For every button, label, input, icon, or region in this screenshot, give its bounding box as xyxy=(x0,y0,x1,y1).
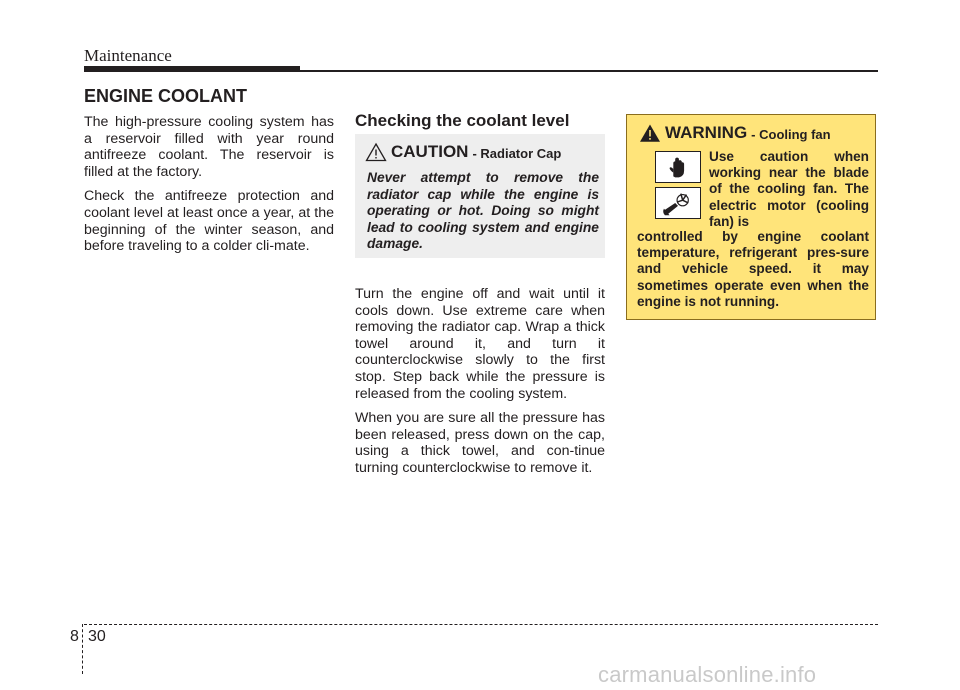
header-rule-thick xyxy=(84,66,300,72)
warning-triangle-icon xyxy=(639,123,661,143)
hand-stop-icon xyxy=(655,151,701,183)
intro-text xyxy=(84,114,334,263)
fan-hazard-icon xyxy=(655,187,701,219)
caution-header xyxy=(365,142,561,162)
warning-subject: - Cooling fan xyxy=(751,127,831,142)
warning-header xyxy=(639,123,831,143)
warning-word: WARNING xyxy=(665,123,748,142)
section-label: Maintenance xyxy=(84,46,172,65)
page-number: 30 xyxy=(88,628,106,645)
caution-triangle-icon xyxy=(365,142,387,162)
checking-paragraph: When you are sure all the pressure has been released, press down on the cap, using a thick towel, and con-tinue turning counterclockwise to remove it. xyxy=(355,410,605,476)
section-subtitle: Checking the coolant level xyxy=(355,111,570,130)
caution-box xyxy=(355,134,605,258)
footer-divider xyxy=(82,624,83,674)
footer-rule xyxy=(84,624,878,625)
caution-text: Never attempt to remove the radiator cap while the engine is operating or hot. Doing so might lead to cooling system and engine damage. xyxy=(367,170,599,251)
watermark: carmanualsonline.info xyxy=(598,662,817,687)
chapter-number: 8 xyxy=(70,628,79,645)
header-rule-thin xyxy=(300,70,878,72)
warning-pictograms xyxy=(655,151,701,223)
warning-box xyxy=(626,114,876,320)
caution-word: CAUTION xyxy=(391,142,469,161)
checking-text xyxy=(355,286,605,485)
intro-paragraph: Check the antifreeze protection and coolant level at least once a year, at the beginning of the winter season, and before traveling to a colder cli-mate. xyxy=(84,188,334,255)
caution-subject: - Radiator Cap xyxy=(472,146,562,161)
warning-text-bottom: controlled by engine coolant temperature, refrigerant pres-sure and vehicle speed. it may sometimes operate even when the engine is not running. xyxy=(637,229,869,309)
warning-text-top: Use caution when working near the blade of the cooling fan. The electric motor (cooling fan) is xyxy=(709,149,869,229)
intro-paragraph: The high-pressure cooling system has a reservoir filled with year round antifreeze coolant. The reservoir is filled at the factory. xyxy=(84,114,334,180)
checking-paragraph: Turn the engine off and wait until it cools down. Use extreme care when removing the radiator cap. Wrap a thick towel around it, and turn it counterclockwise slowly to the first stop. Step back while the pressure is released from the cooling system. xyxy=(355,286,605,402)
page-title: ENGINE COOLANT xyxy=(84,86,248,106)
